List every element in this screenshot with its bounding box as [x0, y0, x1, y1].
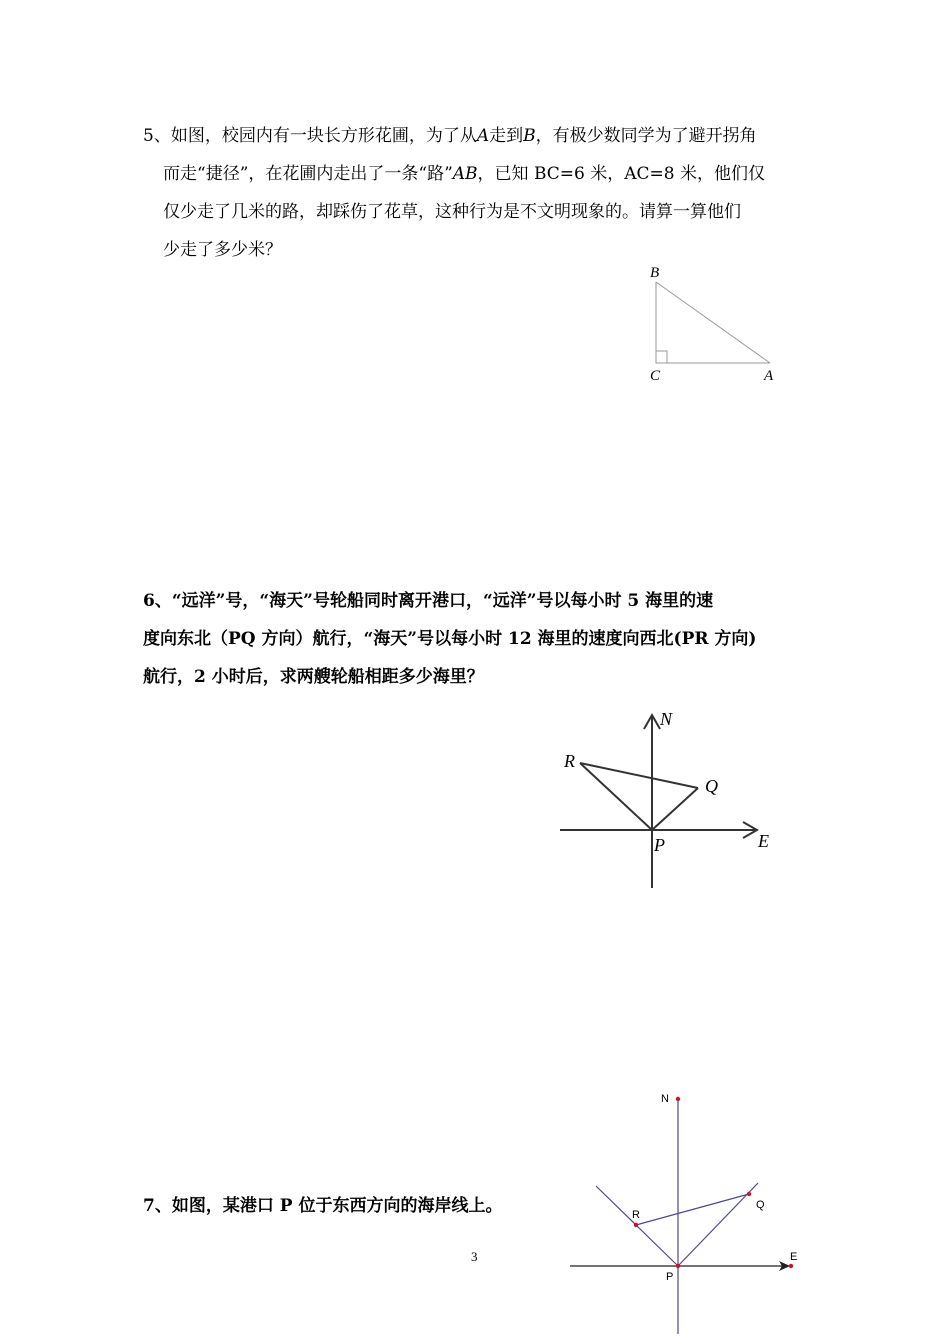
side-ab — [656, 282, 770, 363]
q6-compass-figure — [555, 705, 785, 895]
label-p: P — [654, 835, 665, 855]
point-q — [747, 1192, 751, 1196]
q6-line-3: 航行，2 小时后，求两艘轮船相距多少海里？ — [143, 667, 484, 687]
ray-northeast — [678, 1183, 758, 1266]
label-q: Q — [756, 1199, 765, 1211]
q6-line-1: 6、“远洋”号，“海天”号轮船同时离开港口，“远洋”号以每小时 5 海里的速 — [143, 591, 714, 611]
label-n: N — [660, 709, 673, 729]
point-r — [634, 1223, 638, 1227]
q6-line-2: 度向东北（PQ 方向）航行，“海天”号以每小时 12 海里的速度向西北(PR 方向) — [143, 629, 757, 649]
label-b: B — [650, 265, 660, 281]
page-number: 3 — [471, 1249, 478, 1264]
segment-rq — [580, 763, 698, 788]
label-c: C — [650, 368, 661, 384]
q7-line-1: 7、如图，某港口 P 位于东西方向的海岸线上。 — [143, 1196, 503, 1216]
q5-line-1: 5、如图，校园内有一块长方形花圃，为了从A走到B，有极少数同学为了避开拐角 — [143, 126, 757, 146]
point-n — [676, 1097, 680, 1101]
segment-pr — [580, 763, 652, 830]
q5-line-3: 仅少走了几米的路，却踩伤了花草，这种行为是不文明现象的。请算一算他们 — [163, 202, 741, 222]
label-e: E — [790, 1251, 798, 1263]
label-r: R — [632, 1209, 640, 1221]
segment-pq — [652, 788, 698, 830]
q7-compass-figure — [560, 1088, 805, 1338]
point-e — [789, 1264, 793, 1268]
q5-triangle-figure — [635, 262, 795, 392]
label-q: Q — [705, 776, 718, 796]
right-angle-mark — [656, 351, 667, 363]
q5-line-4: 少走了多少米？ — [163, 240, 282, 260]
point-p — [676, 1264, 680, 1268]
label-a: A — [764, 368, 774, 384]
label-n: N — [661, 1093, 669, 1105]
q5-line-2: 而走“捷径”，在花圃内走出了一条“路”AB，已知 BC=6 米，AC=8 米，他们仅 — [163, 164, 765, 184]
label-e: E — [758, 831, 769, 851]
label-r: R — [564, 751, 575, 771]
label-p: P — [666, 1271, 674, 1283]
